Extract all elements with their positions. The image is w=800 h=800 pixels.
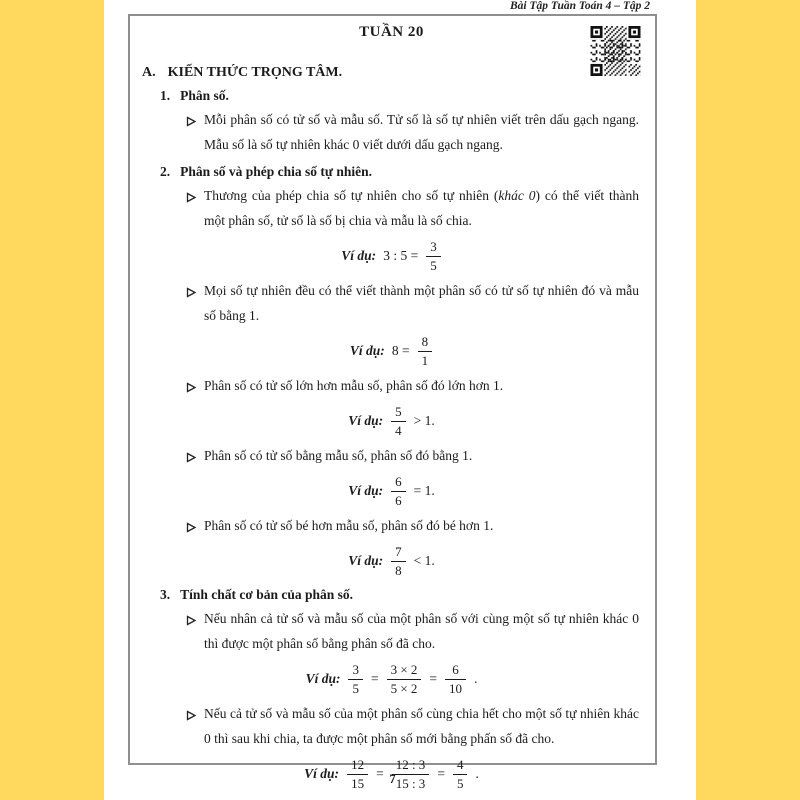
fraction (391, 404, 406, 438)
equals-sign: = (437, 766, 445, 781)
item-2-number: 2. (160, 164, 171, 179)
fraction-numerator: 8 (421, 333, 429, 349)
bullet-item (186, 513, 641, 538)
equation-rhs: < 1. (413, 553, 435, 568)
fraction-denominator: 15 : 3 (392, 774, 430, 792)
item-2-heading (160, 164, 641, 180)
arrow-bullet-icon (186, 443, 204, 468)
bullet-item (186, 373, 641, 398)
item-3-title: Tính chất cơ bản của phân số. (180, 587, 354, 602)
section-a-heading (142, 65, 641, 81)
fraction-numerator: 3 × 2 (390, 661, 418, 677)
bullet-text: Nếu cả tử số và mẫu số của một phân số cùng chia hết cho một số tự nhiên khác 0 thì sau khi chia, ta được một phân số mới bằng phấn số đã cho. (204, 706, 639, 746)
fraction (426, 239, 441, 273)
equals-sign: = (429, 671, 438, 686)
bullet-text (204, 183, 641, 233)
bullet-text: Phân số có tử số bé hơn mẫu số, phân số đó bé hơn 1. (204, 518, 494, 533)
item-3-heading (160, 587, 641, 603)
arrow-bullet-icon (186, 606, 204, 631)
bullet-item (186, 107, 641, 157)
bullet-item (186, 701, 641, 751)
arrow-bullet-icon (186, 373, 204, 398)
bullet-text: Mỗi phân số có tử số và mẫu số. Tử số là số tự nhiên viết trên dấu gạch ngang. Mẫu số là số tự nhiên khác 0 viết dưới dấu gạch ngang. (204, 112, 639, 152)
item-1-number: 1. (160, 88, 171, 103)
equation-rhs: > 1. (413, 413, 435, 428)
fraction (418, 334, 433, 368)
fraction-denominator: 5 (426, 256, 441, 274)
fraction-denominator: 4 (391, 421, 406, 439)
bullet-item (186, 183, 641, 233)
equation-lhs: 8 = (391, 343, 410, 358)
fraction-numerator: 5 (395, 403, 402, 419)
page-number: 7 (389, 772, 396, 786)
example-label: Ví dụ: (348, 553, 384, 568)
page-title: TUẦN 20 (359, 24, 424, 40)
fraction-denominator: 5 (453, 774, 468, 792)
fraction (348, 662, 363, 696)
arrow-bullet-icon (186, 278, 204, 303)
right-yellow-band (696, 0, 800, 800)
bullet-text: Phân số có tử số lớn hơn mẫu số, phân số đó lớn hơn 1. (204, 378, 504, 393)
bullet-text: Phân số có tử số bằng mẫu số, phân số đó bằng 1. (204, 448, 473, 463)
bullet-text-part: Thương của phép chia số tự nhiên cho số tự nhiên ( (204, 188, 499, 203)
fraction (391, 544, 406, 578)
fraction-numerator: 6 (395, 473, 402, 489)
equation-rhs: = 1. (413, 483, 435, 498)
bullet-text: Mọi số tự nhiên đều có thể viết thành một phân số có tử số tự nhiên đó và mẫu số bằng 1. (204, 283, 639, 323)
bullet-item (186, 443, 641, 468)
example-equation (142, 237, 641, 275)
example-label: Ví dụ: (348, 483, 384, 498)
arrow-bullet-icon (186, 107, 204, 132)
example-equation (142, 472, 641, 510)
equals-sign: = (370, 671, 379, 686)
section-a-title: KIẾN THỨC TRỌNG TÂM. (167, 65, 343, 80)
fraction-numerator: 3 (352, 661, 359, 677)
example-label: Ví dụ: (348, 413, 384, 428)
item-3-number: 3. (160, 587, 171, 602)
item-2-title: Phân số và phép chia số tự nhiên. (180, 164, 373, 179)
fraction-denominator: 8 (391, 561, 406, 579)
example-equation (142, 660, 641, 698)
arrow-bullet-icon (186, 183, 204, 208)
item-1-heading (160, 88, 641, 104)
page-content-box (128, 14, 657, 791)
fraction-denominator: 15 (347, 774, 368, 792)
item-1-title: Phân số. (180, 88, 229, 103)
example-label: Ví dụ: (305, 671, 341, 686)
equation-period: . (474, 671, 478, 686)
running-header: Bài Tập Tuần Toán 4 – Tập 2 (509, 0, 650, 12)
bullet-text-part: ) có thể viết thành một phân số, tử số là số bị chia và mẫu là số chia. (204, 188, 640, 228)
fraction-numerator: 12 (351, 756, 365, 772)
equals-sign: = (376, 766, 384, 781)
qr-code-icon (588, 26, 643, 76)
fraction (387, 662, 422, 696)
fraction (445, 662, 466, 696)
fraction-numerator: 7 (395, 543, 402, 559)
section-a-label: A. (142, 65, 156, 80)
bullet-item (186, 278, 641, 328)
fraction-denominator: 10 (445, 679, 466, 697)
bullet-text: Nếu nhân cả tử số và mẫu số của một phân số với cùng một số tự nhiên khác 0 thì được một phân số bằng phân số đã cho. (204, 611, 639, 651)
equation-period: . (475, 766, 479, 781)
fraction-denominator: 6 (391, 491, 406, 509)
bullet-text-italic: khác 0 (498, 188, 536, 203)
example-equation (142, 402, 641, 440)
equation-lhs: 3 : 5 = (383, 248, 419, 263)
example-equation (142, 332, 641, 370)
fraction-denominator: 1 (418, 351, 433, 369)
fraction (391, 474, 406, 508)
example-label: Ví dụ: (349, 343, 385, 358)
fraction-numerator: 4 (456, 756, 464, 772)
arrow-bullet-icon (186, 701, 204, 726)
bullet-item (186, 606, 641, 656)
example-label: Ví dụ: (304, 766, 340, 781)
left-yellow-band (0, 0, 104, 800)
fraction-denominator: 5 (348, 679, 363, 697)
example-label: Ví dụ: (341, 248, 377, 263)
fraction-numerator: 12 : 3 (395, 756, 426, 772)
fraction-numerator: 3 (430, 238, 437, 254)
fraction-denominator: 5 × 2 (387, 679, 422, 697)
fraction-numerator: 6 (452, 661, 459, 677)
example-equation (142, 542, 641, 580)
arrow-bullet-icon (186, 513, 204, 538)
